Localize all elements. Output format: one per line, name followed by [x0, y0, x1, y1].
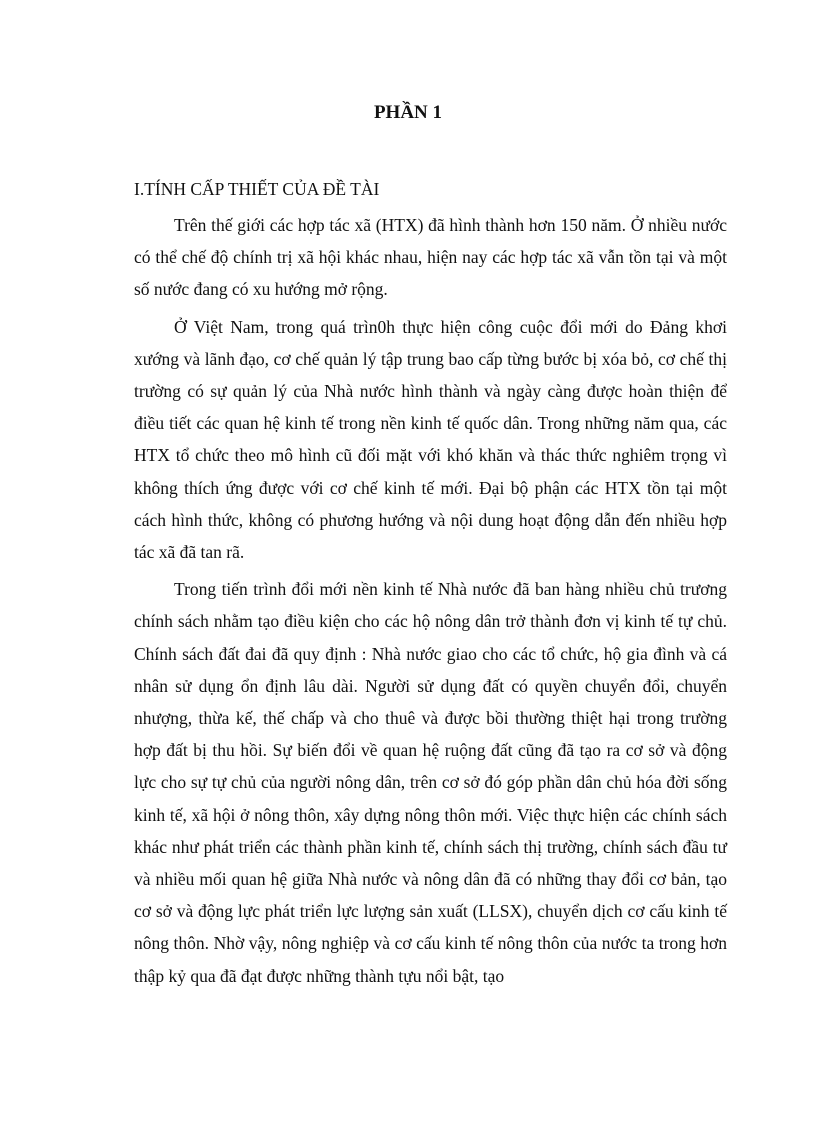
section-heading: I.TÍNH CẤP THIẾT CỦA ĐỀ TÀI: [134, 179, 380, 199]
body-text: [134, 209, 727, 997]
paragraph-2: Ở Việt Nam, trong quá trìn0h thực hiện công cuộc đổi mới do Đảng khơi xướng và lãnh đạo, cơ chế quản lý tập trung bao cấp từng bước bị xóa bỏ, cơ chế thị trường có sự quản lý của Nhà nước hình thành và ngày càng được hoàn thiện để điều tiết các quan hệ kinh tế trong nền kinh tế quốc dân. Trong những năm qua, các HTX tổ chức theo mô hình cũ đối mặt với khó khăn và thác thức nghiêm trọng vì không thích ứng được với cơ chế kinh tế mới. Đại bộ phận các HTX tồn tại một cách hình thức, không có phương hướng và nội dung hoạt động dẫn đến nhiều hợp tác xã đã tan rã.: [134, 316, 727, 563]
paragraph-3: Trong tiến trình đổi mới nền kinh tế Nhà nước đã ban hàng nhiều chủ trương chính sách nhằm tạo điều kiện cho các hộ nông dân trở thành đơn vị kinh tế tự chủ. Chính sách đất đai đã quy định : Nhà nước giao cho các tổ chức, hộ gia đình và cá nhân sử dụng ổn định lâu dài. Người sử dụng đất có quyền chuyển đổi, chuyển nhượng, thừa kế, thế chấp và cho thuê và được bồi thường thiệt hại trong trường hợp đất bị thu hồi. Sự biến đổi về quan hệ ruộng đất cũng đã tạo ra cơ sở và động lực cho sự tự chủ của người nông dân, trên cơ sở đó góp phần dân chủ hóa đời sống kinh tế, xã hội ở nông thôn, xây dựng nông thôn mới. Việc thực hiện các chính sách khác như phát triển các thành phần kinh tế, chính sách thị trường, chính sách đầu tư và nhiều mối quan hệ giữa Nhà nước và nông dân đã có những thay đổi cơ bản, tạo cơ sở và động lực phát triển lực lượng sản xuất (LLSX), chuyển dịch cơ cấu kinh tế nông thôn. Nhờ vậy, nông nghiệp và cơ cấu kinh tế nông thôn của nước ta trong hơn thập kỷ qua đã đạt được những thành tựu nổi bật, tạo: [134, 579, 727, 986]
page-title: PHẦN 1: [373, 102, 443, 123]
paragraph-1: Trên thế giới các hợp tác xã (HTX) đã hình thành hơn 150 năm. Ở nhiều nước có thể chế độ chính trị xã hội khác nhau, hiện nay các hợp tác xã vẫn tồn tại và một số nước đang có xu hướng mở rộng.: [134, 215, 727, 300]
